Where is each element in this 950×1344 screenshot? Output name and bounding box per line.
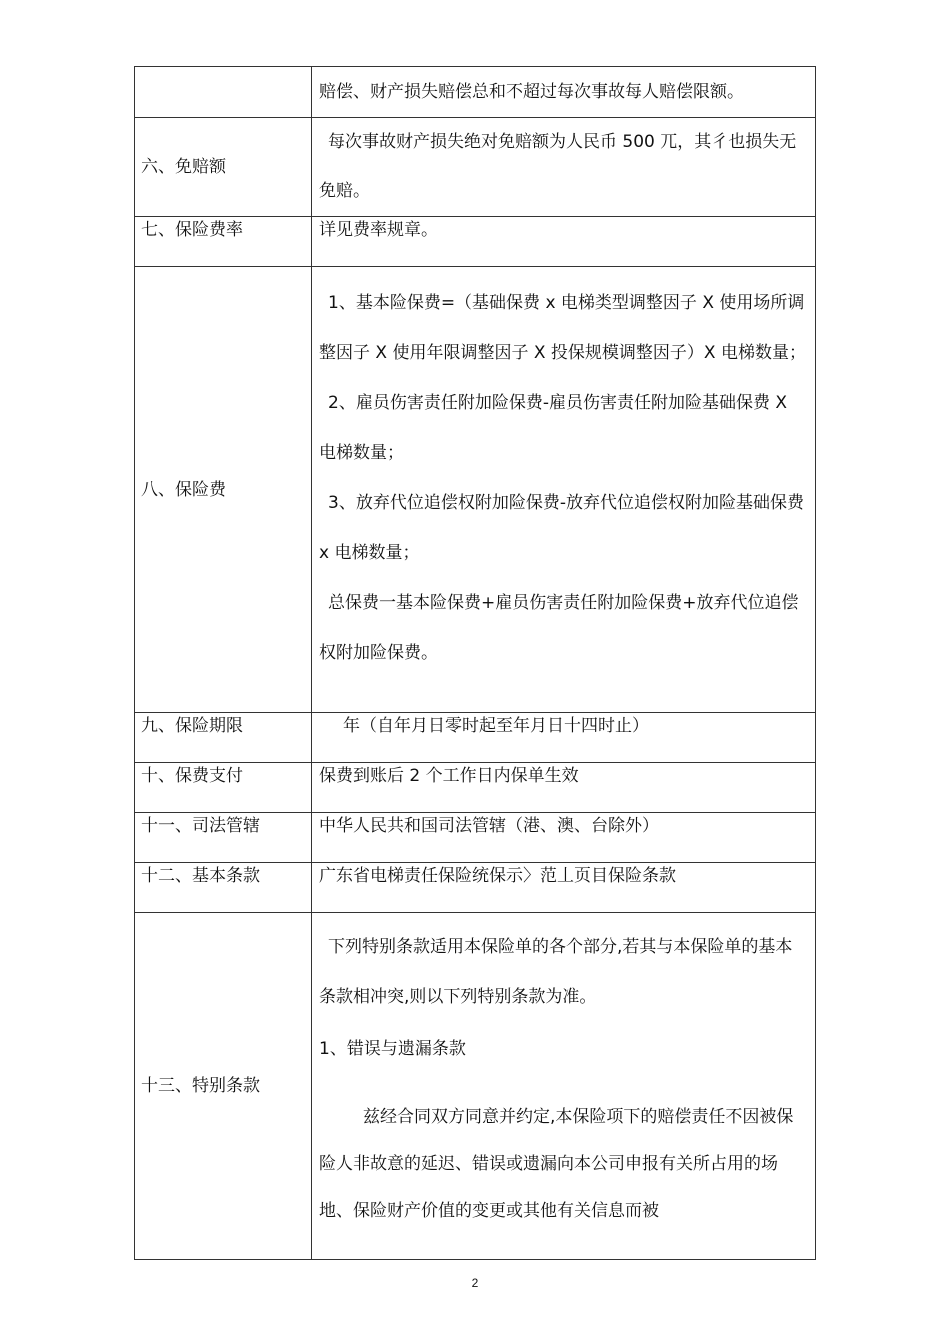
paragraph: 总保费一基本险保费+雇员伤害责任附加险保费+放弃代位追偿权附加险保费。 bbox=[319, 593, 799, 663]
row-content bbox=[312, 67, 816, 118]
row-content bbox=[312, 813, 816, 863]
row-label: 八、保险费 bbox=[135, 267, 312, 713]
row-content bbox=[312, 267, 816, 713]
table-row bbox=[135, 863, 816, 913]
table-row bbox=[135, 67, 816, 118]
paragraph: 兹经合同双方同意并约定,本保险项下的赔偿责任不因被保险人非故意的延迟、错误或遗漏向本公司申报有关所占用的场地、保险财产价值的变更或其他有关信息而被 bbox=[319, 1107, 794, 1221]
paragraph: 广东省电梯责任保险统保示〉范丄页目保险条款 bbox=[319, 866, 676, 886]
paragraph: 1、基本险保费=（基础保费 x 电梯类型调整因子 X 使用场所调整因子 X 使用年限调整因子 X 投保规模调整因子）X 电梯数量； bbox=[319, 293, 806, 363]
paragraph: 保费到账后 2 个工作日内保单生效 bbox=[319, 766, 579, 786]
table-row bbox=[135, 118, 816, 217]
row-label: 十三、特别条款 bbox=[135, 913, 312, 1260]
paragraph: 中华人民共和国司法管辖（港、澳、台除外） bbox=[319, 816, 659, 836]
table-row bbox=[135, 813, 816, 863]
page-number: 2 bbox=[471, 1276, 479, 1290]
paragraph: 3、放弃代位追偿权附加险保费-放弃代位追偿权附加险基础保费 x 电梯数量； bbox=[319, 493, 804, 563]
row-label: 十一、司法管辖 bbox=[135, 813, 312, 863]
table-row bbox=[135, 217, 816, 267]
row-content bbox=[312, 217, 816, 267]
row-label bbox=[135, 67, 312, 118]
table-row bbox=[135, 913, 816, 1260]
row-content bbox=[312, 763, 816, 813]
paragraph: 赔偿、财产损失赔偿总和不超过每次事故每人赔偿限额。 bbox=[319, 82, 744, 102]
row-content bbox=[312, 913, 816, 1260]
paragraph: 每次事故财产损失绝对免赔额为人民币 500 兀，其彳也损失无免赔。 bbox=[319, 132, 797, 201]
table-row bbox=[135, 763, 816, 813]
row-label: 十、保费支付 bbox=[135, 763, 312, 813]
row-label: 七、保险费率 bbox=[135, 217, 312, 267]
paragraph: 年（自年月日零时起至年月日十四时止） bbox=[343, 716, 649, 736]
row-content bbox=[312, 118, 816, 217]
paragraph: 详见费率规章。 bbox=[319, 220, 438, 240]
paragraph: 1、错误与遗漏条款 bbox=[319, 1039, 466, 1059]
row-content bbox=[312, 863, 816, 913]
paragraph: 2、雇员伤害责任附加险保费-雇员伤害责任附加险基础保费 X 电梯数量； bbox=[319, 393, 787, 463]
table-row bbox=[135, 713, 816, 763]
row-content bbox=[312, 713, 816, 763]
paragraph: 下列特别条款适用本保险单的各个部分,若其与本保险单的基本条款相冲突,则以下列特别条款为准。 bbox=[319, 937, 793, 1007]
row-label: 十二、基本条款 bbox=[135, 863, 312, 913]
table-row bbox=[135, 267, 816, 713]
policy-terms-table bbox=[134, 66, 816, 1260]
row-label: 九、保险期限 bbox=[135, 713, 312, 763]
row-label: 六、免赔额 bbox=[135, 118, 312, 217]
